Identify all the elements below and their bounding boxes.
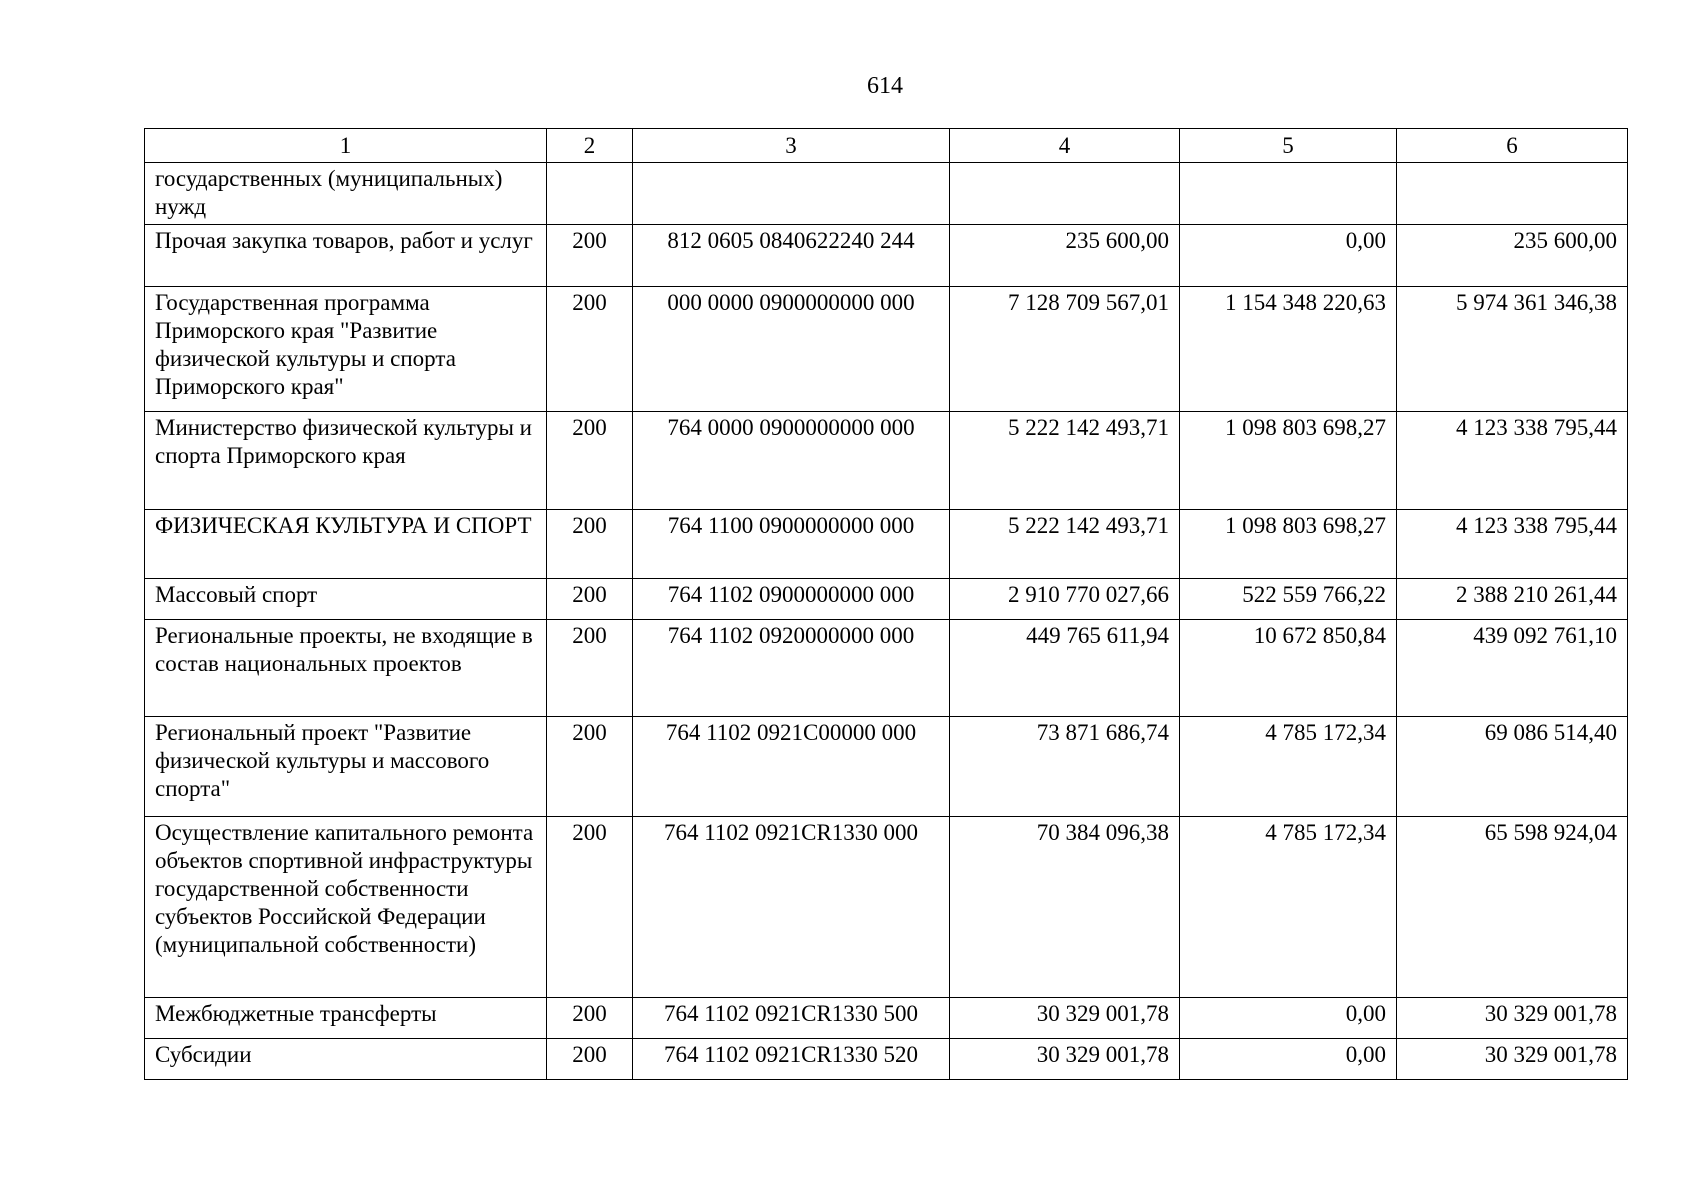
row-approved [950,163,1180,225]
row-name: Региональный проект "Развитие физической культуры и массового спорта" [145,717,547,817]
table-row [145,579,1628,620]
row-remaining: 2 388 210 261,44 [1397,579,1628,620]
row-name: Региональные проекты, не входящие в состав национальных проектов [145,620,547,717]
table-row [145,510,1628,579]
page-number: 614 [867,73,903,99]
table-row [145,412,1628,510]
row-approved: 7 128 709 567,01 [950,287,1180,412]
row-executed: 1 154 348 220,63 [1180,287,1397,412]
row-remaining: 4 123 338 795,44 [1397,510,1628,579]
row-code: 200 [547,1039,633,1080]
table-row [145,817,1628,998]
row-kbk: 764 1102 0921CR1330 500 [633,998,950,1039]
row-executed: 522 559 766,22 [1180,579,1397,620]
column-header-1: 1 [145,129,547,163]
row-name: Прочая закупка товаров, работ и услуг [145,225,547,287]
row-executed: 0,00 [1180,998,1397,1039]
row-kbk: 764 1100 0900000000 000 [633,510,950,579]
row-approved: 73 871 686,74 [950,717,1180,817]
row-code: 200 [547,817,633,998]
row-kbk: 000 0000 0900000000 000 [633,287,950,412]
row-approved: 70 384 096,38 [950,817,1180,998]
row-kbk: 764 1102 0921CR1330 000 [633,817,950,998]
row-code: 200 [547,998,633,1039]
table-row [145,1039,1628,1080]
row-approved: 30 329 001,78 [950,1039,1180,1080]
row-code: 200 [547,225,633,287]
table-row [145,287,1628,412]
budget-table [144,128,1628,1080]
row-kbk: 812 0605 0840622240 244 [633,225,950,287]
row-remaining: 4 123 338 795,44 [1397,412,1628,510]
row-kbk: 764 1102 0921CR1330 520 [633,1039,950,1080]
table-row [145,717,1628,817]
row-kbk: 764 1102 0900000000 000 [633,579,950,620]
row-executed: 4 785 172,34 [1180,717,1397,817]
column-header-4: 4 [950,129,1180,163]
row-name: Государственная программа Приморского края "Развитие физической культуры и спорта Приморского края" [145,287,547,412]
table-row [145,620,1628,717]
row-kbk: 764 0000 0900000000 000 [633,412,950,510]
row-code: 200 [547,717,633,817]
row-kbk [633,163,950,225]
row-approved: 5 222 142 493,71 [950,510,1180,579]
row-remaining: 439 092 761,10 [1397,620,1628,717]
row-remaining: 30 329 001,78 [1397,1039,1628,1080]
row-executed [1180,163,1397,225]
row-code: 200 [547,620,633,717]
row-kbk: 764 1102 0920000000 000 [633,620,950,717]
row-remaining: 69 086 514,40 [1397,717,1628,817]
row-code: 200 [547,287,633,412]
row-remaining [1397,163,1628,225]
row-executed: 0,00 [1180,225,1397,287]
row-remaining: 5 974 361 346,38 [1397,287,1628,412]
table-row [145,998,1628,1039]
row-executed: 1 098 803 698,27 [1180,412,1397,510]
row-remaining: 235 600,00 [1397,225,1628,287]
row-approved: 5 222 142 493,71 [950,412,1180,510]
row-name: Осуществление капитального ремонта объектов спортивной инфраструктуры государственной собственности субъектов Российской Федерации (муниципальной собственности) [145,817,547,998]
row-approved: 2 910 770 027,66 [950,579,1180,620]
column-header-2: 2 [547,129,633,163]
column-header-3: 3 [633,129,950,163]
row-code: 200 [547,412,633,510]
row-name: ФИЗИЧЕСКАЯ КУЛЬТУРА И СПОРТ [145,510,547,579]
row-executed: 4 785 172,34 [1180,817,1397,998]
row-name: Массовый спорт [145,579,547,620]
row-approved: 30 329 001,78 [950,998,1180,1039]
row-name: Субсидии [145,1039,547,1080]
row-kbk: 764 1102 0921С00000 000 [633,717,950,817]
row-approved: 235 600,00 [950,225,1180,287]
row-code: 200 [547,579,633,620]
table-row [145,225,1628,287]
row-name: государственных (муниципальных) нужд [145,163,547,225]
row-approved: 449 765 611,94 [950,620,1180,717]
row-name: Межбюджетные трансферты [145,998,547,1039]
row-executed: 10 672 850,84 [1180,620,1397,717]
row-remaining: 30 329 001,78 [1397,998,1628,1039]
table-row [145,163,1628,225]
row-executed: 1 098 803 698,27 [1180,510,1397,579]
row-name: Министерство физической культуры и спорта Приморского края [145,412,547,510]
column-header-6: 6 [1397,129,1628,163]
row-code [547,163,633,225]
row-code: 200 [547,510,633,579]
row-executed: 0,00 [1180,1039,1397,1080]
row-remaining: 65 598 924,04 [1397,817,1628,998]
header-row [145,129,1628,163]
column-header-5: 5 [1180,129,1397,163]
